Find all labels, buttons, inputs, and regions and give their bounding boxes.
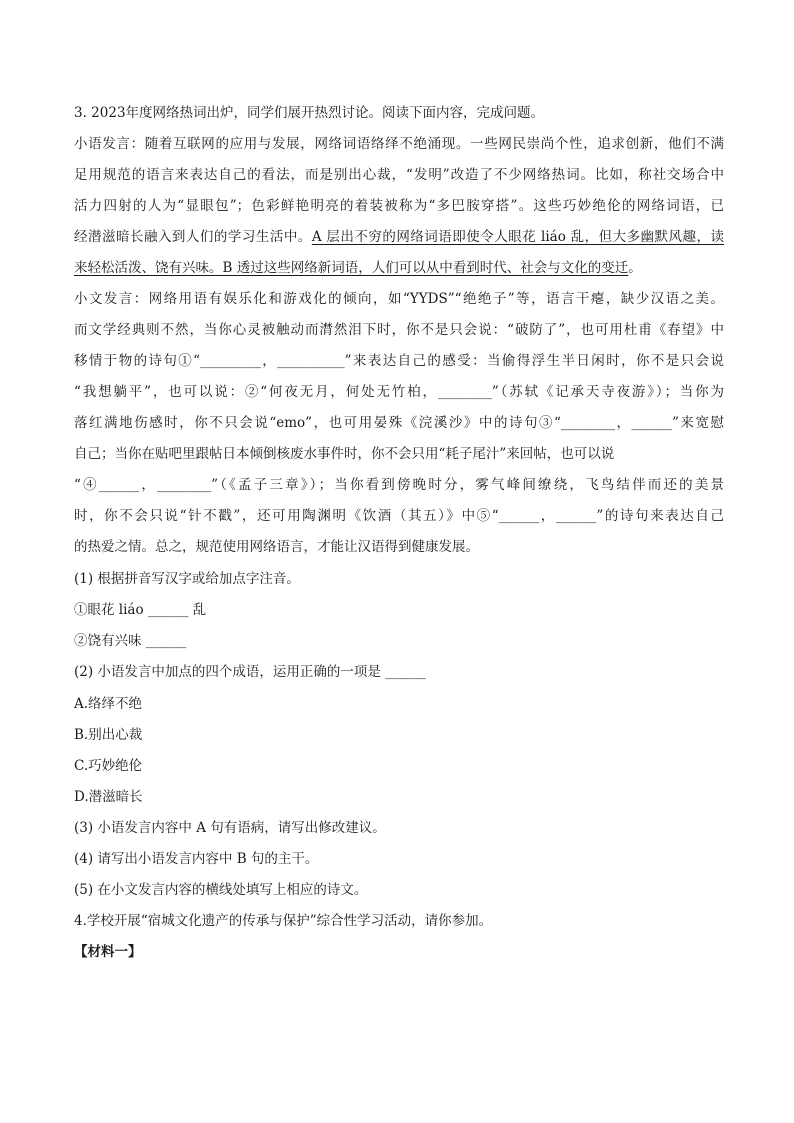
xiaoyu-speech-line-2: 足用规范的语言来表达自己的看法，而是别出心裁，“发明”改造了不少网络热词。比如，称社交场合中 <box>74 167 724 183</box>
question-3-title: 3. 2023年度网络热词出炉，同学们展开热烈讨论。阅读下面内容，完成问题。 <box>74 105 545 121</box>
sentence-a-underlined-end: 来轻松活泼、饶有兴味。 <box>74 260 223 276</box>
xiaoyu-speech-line-4-text: 经潜滋暗长融入到人们的学习生活中。 <box>74 229 312 245</box>
question-4-title: 4.学校开展“宿城文化遗产的传承与保护”综合性学习活动，请你参加。 <box>74 913 493 929</box>
subquestion-2: (2) 小语发言中加点的四个成语，运用正确的一项是 ______ <box>74 664 426 680</box>
xiaowen-speech-line-6: 自己；当你在贴吧里跟帖日本倾倒核废水事件时，你不会只用“耗子尾汁”来回帖，也可以说 <box>74 446 615 462</box>
subquestion-1: (1) 根据拼音写汉字或给加点字注音。 <box>74 571 300 587</box>
xiaoyu-speech-line-3: 活力四射的人为“显眼包”；色彩鲜艳明亮的着装被称为“多巴胺穿搭”。这些巧妙绝伦的网络词语，已 <box>74 198 724 214</box>
sentence-b-underlined: B 透过这些网络新词语，人们可以从中看到时代、社会与文化的变迁 <box>222 260 629 276</box>
xiaowen-speech-line-9: 的热爱之情。总之，规范使用网络语言，才能让汉语得到健康发展。 <box>74 539 479 555</box>
option-c: C.巧妙绝伦 <box>74 758 143 774</box>
subquestion-4: (4) 请写出小语发言内容中 B 句的主干。 <box>74 851 319 867</box>
option-b: B.别出心裁 <box>74 727 143 743</box>
option-d: D.潜滋暗长 <box>74 789 143 805</box>
xiaowen-speech-line-3: 移情于物的诗句①“_________，__________”来表达自己的感受：当偷得浮生半日闲时，你不是只会说 <box>74 353 724 369</box>
option-a: A.络绎不绝 <box>74 696 143 712</box>
subquestion-1-item-a: ①眼花 liáo ______ 乱 <box>74 602 207 618</box>
xiaoyu-speech-line-5 <box>74 258 724 278</box>
subquestion-5: (5) 在小文发言内容的横线处填写上相应的诗文。 <box>74 882 368 898</box>
sentence-a-underlined: A 层出不穷的网络词语即使令人眼花 liáo 乱，但大多幽默风趣，读 <box>311 229 725 245</box>
xiaoyu-speech-line-1: 小语发言：随着互联网的应用与发展，网络词语络绎不绝涌现。一些网民崇尚个性，追求创新，他们不满 <box>74 136 724 152</box>
material-one-heading: 【材料一】 <box>74 944 142 960</box>
xiaowen-speech-line-5: 落红满地伤感时，你不只会说“emo”，也可用晏殊《浣溪沙》中的诗句③“________，______”来宽慰 <box>74 415 724 431</box>
xiaoyu-speech-line-4 <box>74 227 724 247</box>
xiaowen-speech-line-4: “我想躺平”，也可以说：②“何夜无月，何处无竹柏，________”（苏轼《记承天寺夜游》）；当你为 <box>74 384 724 400</box>
sentence-b-end-punctuation: 。 <box>628 260 642 276</box>
xiaowen-speech-line-7: “④______，________”（《孟子三章》）；当你看到傍晚时分，雾气峰间缭绕，飞鸟结伴而还的美景 <box>74 477 724 493</box>
xiaowen-speech-line-1: 小文发言：网络用语有娱乐化和游戏化的倾向，如“YYDS”“绝绝子”等，语言干瘪，缺少汉语之美。 <box>74 291 724 307</box>
xiaowen-speech-line-2: 而文学经典则不然，当你心灵被触动而潸然泪下时，你不是只会说：“破防了”，也可用杜甫《春望》中 <box>74 322 724 338</box>
subquestion-1-item-b: ②饶有兴味 ______ <box>74 633 187 649</box>
subquestion-3: (3) 小语发言内容中 A 句有语病，请写出修改建议。 <box>74 820 386 836</box>
xiaowen-speech-line-8: 时，你不会只说“针不戳”，还可用陶渊明《饮酒（其五）》中⑤“______，______”的诗句来表达自己 <box>74 508 724 524</box>
